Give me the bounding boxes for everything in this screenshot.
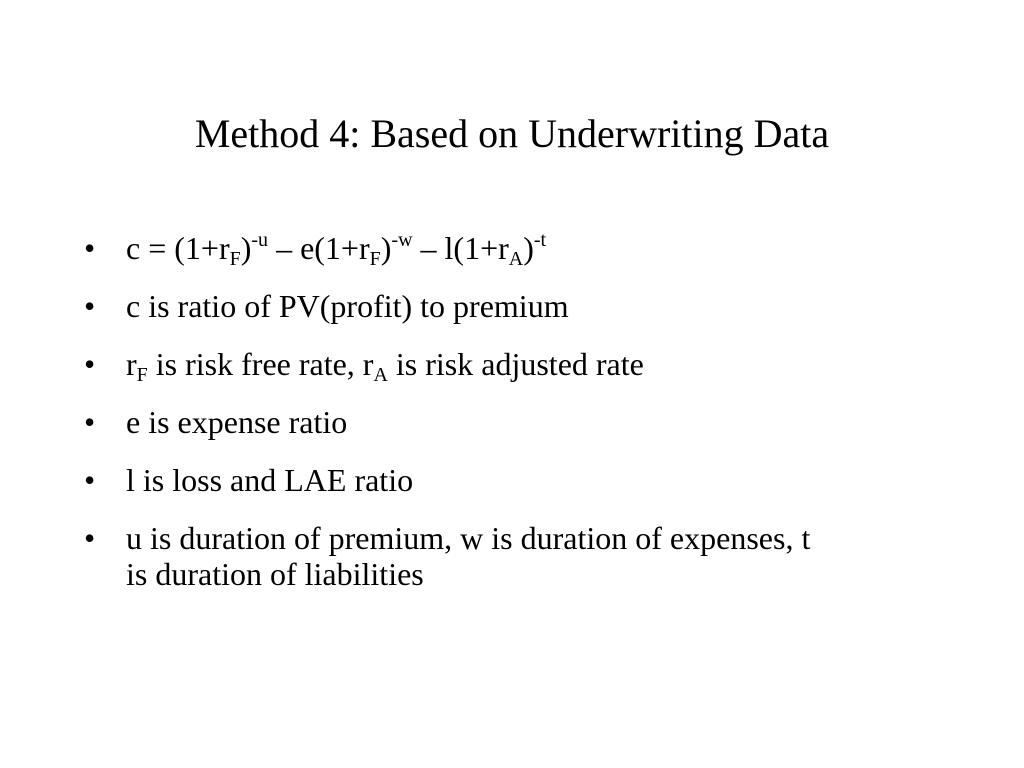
bullet-dot-icon: • (84, 404, 96, 440)
formula-text-1: c = (1+r (126, 230, 230, 266)
rates-text-2: is risk free rate, r (147, 346, 374, 382)
bullet-text: u is duration of premium, w is duration of expenses, t is duration of liabilities (126, 520, 811, 592)
slide-title: Method 4: Based on Underwriting Data (194, 111, 830, 156)
bullet-item-expense (84, 404, 944, 440)
bullet-text: e is expense ratio (126, 404, 348, 440)
bullet-dot-icon: • (84, 288, 96, 324)
formula-text-4: ) (380, 230, 392, 266)
bullet-dot-icon: • (84, 520, 96, 556)
formula-sub-3: A (508, 248, 524, 270)
formula-text-3: – e(1+r (268, 230, 370, 266)
bullet-text: c is ratio of PV(profit) to premium (126, 288, 569, 324)
formula-text-6: ) (523, 230, 534, 266)
bullet-list (84, 230, 944, 614)
bullet-text: l is loss and LAE ratio (126, 462, 414, 498)
formula-sup-2: -w (391, 229, 413, 251)
formula-text-2: ) (240, 230, 252, 266)
bullet-item-loss (84, 462, 944, 498)
bullet-formula (84, 229, 944, 270)
formula-sup-3: -t (533, 229, 547, 251)
rates-sub-1: F (136, 364, 148, 386)
formula-sub-2: F (369, 248, 381, 270)
bullet-item-rates (84, 346, 944, 386)
formula-sub-1: F (229, 248, 241, 270)
bullet-dot-icon: • (84, 346, 96, 382)
rates-text-3: is risk adjusted rate (387, 346, 644, 382)
rates-text-1: r (126, 346, 137, 382)
bullet-dot-icon: • (84, 230, 96, 266)
rates-sub-2: A (373, 364, 388, 386)
bullet-item-durations (84, 520, 826, 592)
formula-text-5: – l(1+r (412, 230, 509, 266)
bullet-dot-icon: • (84, 462, 96, 498)
formula-sup-1: -u (251, 229, 269, 251)
bullet-item-c-definition (84, 288, 944, 324)
